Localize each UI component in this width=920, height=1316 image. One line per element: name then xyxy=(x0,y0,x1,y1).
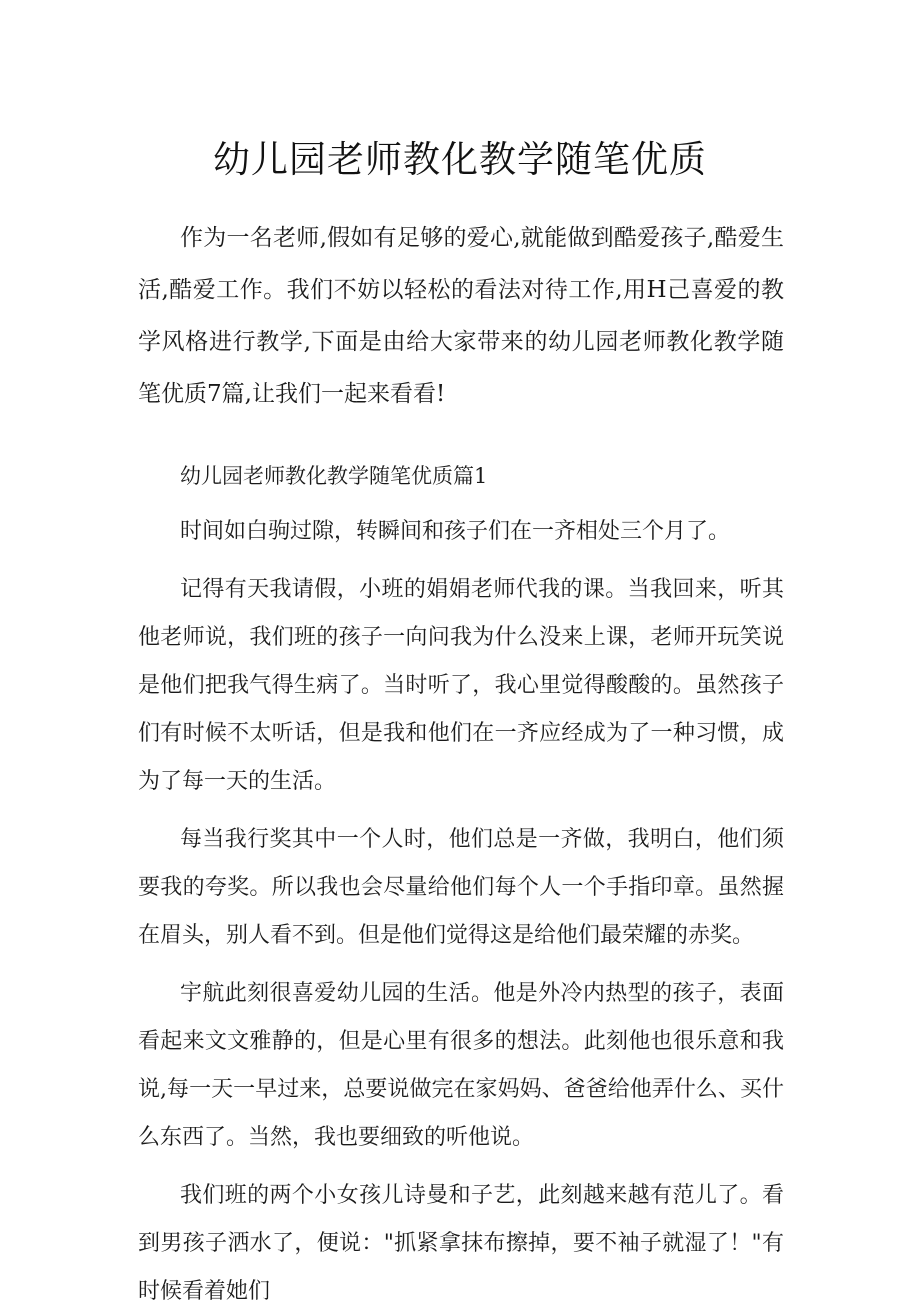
paragraph-5: 我们班的两个小女孩儿诗曼和子艺，此刻越来越有范儿了。看到男孩子洒水了，便说："抓紧拿抹布擦掉，要不袖子就湿了！"有时候看着她们 xyxy=(138,1183,784,1304)
paragraph-2: 记得有天我请假，小班的娟娟老师代我的课。当我回来，听其他老师说，我们班的孩子一向问我为什么没来上课，老师开玩笑说是他们把我气得生病了。当时听了，我心里觉得酸酸的。虽然孩子们有时候不太听话，但是我和他们在一齐应经成为了一种习惯，成为了每一天的生活。 xyxy=(138,577,784,794)
intro-paragraph: 作为一名老师,假如有足够的爱心,就能做到酷爱孩子,酷爱生活,酷爱工作。我们不妨以轻松的看法对待工作,用H己喜爱的教学风格进行教学,下面是由给大家带来的幼儿园老师教化教学随笔优质7篇,让我们一起来看看! xyxy=(138,225,784,407)
paragraph-1: 时间如白驹过隙，转瞬间和孩子们在一齐相处三个月了。 xyxy=(180,519,731,544)
paragraph-3: 每当我行奖其中一个人时，他们总是一齐做，我明白，他们须要我的夸奖。所以我也会尽量给他们每个人一个手指印章。虽然握在眉头，别人看不到。但是他们觉得这是给他们最荣耀的赤奖。 xyxy=(138,827,784,948)
body-paragraphs xyxy=(138,508,784,1316)
section-heading: 幼儿园老师教化教学随笔优质篇1 xyxy=(180,464,488,488)
paragraph-4: 宇航此刻很喜爱幼儿园的生活。他是外冷内热型的孩子，表面看起来文文雅静的，但是心里有很多的想法。此刻他也很乐意和我说,每一天一早过来，总要说做完在家妈妈、爸爸给他弄什么、买什么东西了。当然，我也要细致的听他说。 xyxy=(138,981,784,1150)
document-title: 幼儿园老师教化教学随笔优质 xyxy=(213,138,707,181)
